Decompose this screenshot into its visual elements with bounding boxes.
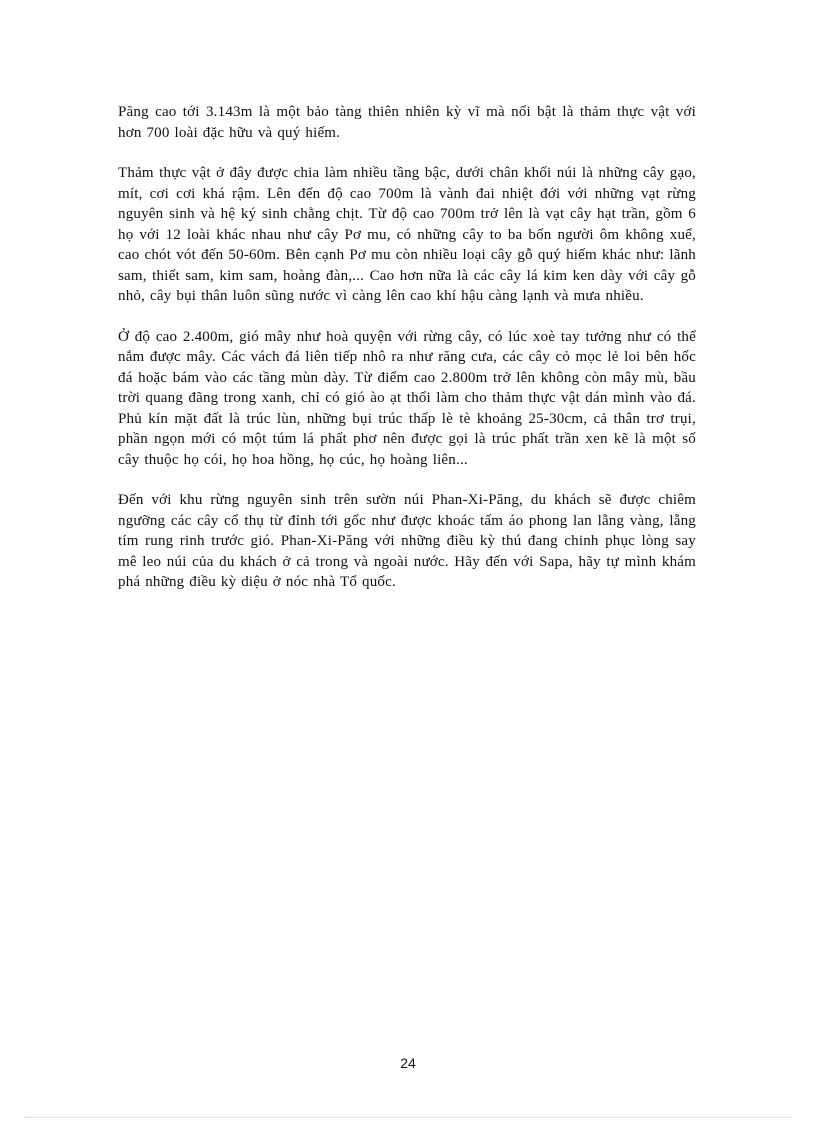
paragraph-intro: Păng cao tới 3.143m là một bảo tàng thiên nhiên kỳ vĩ mà nổi bật là thảm thực vật với hơn 700 loài đặc hữu và quý hiếm. (118, 104, 696, 141)
page-bottom-divider (24, 1117, 792, 1118)
paragraph-high-altitude: Ở độ cao 2.400m, gió mây như hoà quyện với rừng cây, có lúc xoè tay tưởng như có thể nắm được mây. Các vách đá liên tiếp nhô ra như răng cưa, các cây cỏ mọc lẻ loi bên hốc đá hoặc bám vào các tầng mùn dày. Từ điểm cao 2.800m trở lên không còn mây mù, bầu trời quang đãng trong xanh, chỉ có gió ào ạt thổi làm cho thảm thực vật dán mình vào đá. Phủ kín mặt đất là trúc lùn, những bụi trúc thấp lè tè khoảng 25-30cm, cả thân trơ trụi, phần ngọn mới có một túm lá phất phơ nên được gọi là trúc phất trần xen kẽ là một số cây thuộc họ cói, họ hoa hồng, họ cúc, họ hoàng liên... (118, 328, 696, 468)
paragraph-vegetation-layers: Thảm thực vật ở đây được chia làm nhiều tầng bậc, dưới chân khối núi là những cây gạo, mít, cơi cơi khá rậm. Lên đến độ cao 700m là vành đai nhiệt đới với những vạt rừng nguyên sinh và hệ ký sinh chằng chịt. Từ độ cao 700m trở lên là vạt cây hạt trần, gồm 6 họ với 12 loài khác nhau như cây Pơ mu, có những cây to ba bốn người ôm không xuể, cao chót vót đến 50-60m. Bên cạnh Pơ mu còn nhiều loại cây gỗ quý hiếm khác như: lãnh sam, thiết sam, kim sam, hoàng đàn,... Cao hơn nữa là các cây lá kim ken dày với cây gỗ nhỏ, cây bụi thân luôn sũng nước vì càng lên cao khí hậu càng lạnh và mưa nhiều. (118, 165, 696, 304)
page-number: 24 (400, 1055, 416, 1071)
page-body (118, 102, 696, 613)
paragraph-conclusion: Đến với khu rừng nguyên sinh trên sườn núi Phan-Xi-Păng, du khách sẽ được chiêm ngưỡng các cây cổ thụ từ đỉnh tới gốc như được khoác tấm áo phong lan lẵng vàng, lẵng tím rung rinh trước gió. Phan-Xi-Păng với những điều kỳ thú đang chinh phục lòng say mê leo núi của du khách ở cả trong và ngoài nước. Hãy đến với Sapa, hãy tự mình khám phá những điều kỳ diệu ở nóc nhà Tổ quốc. (118, 492, 696, 590)
